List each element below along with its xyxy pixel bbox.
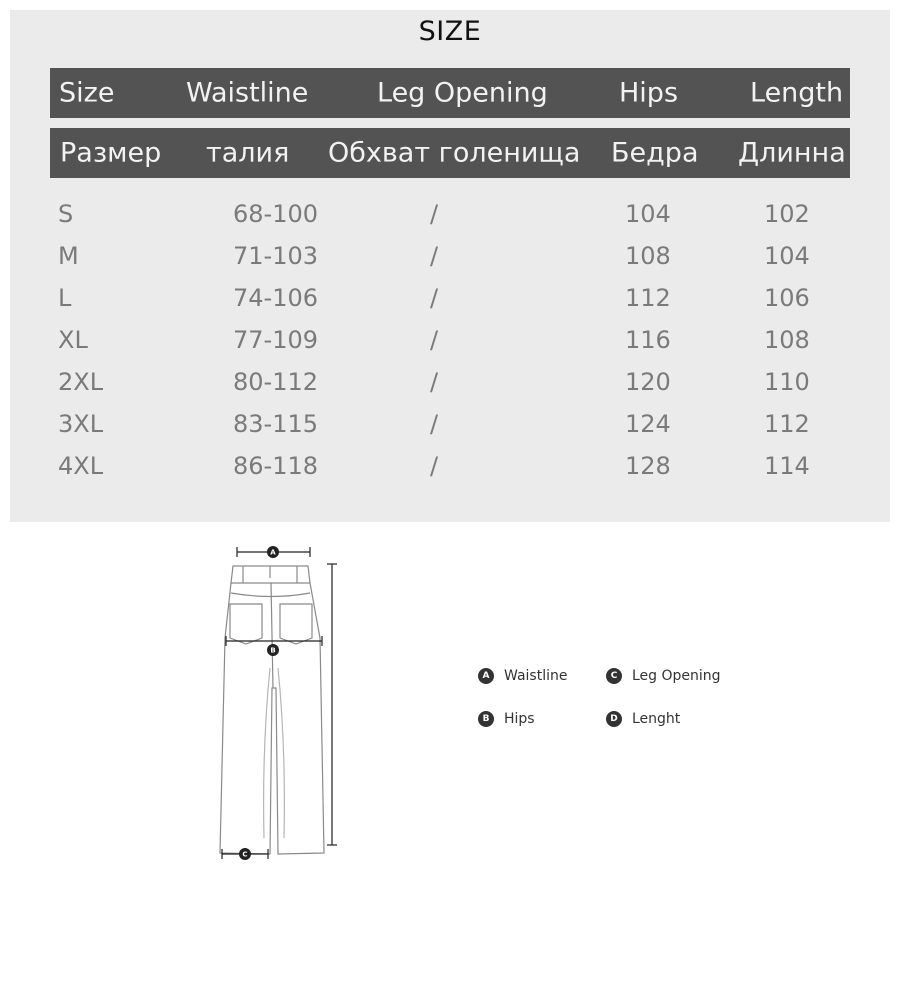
cell-size: S — [58, 200, 74, 228]
cell-leg-opening: / — [430, 200, 439, 228]
header-length: Length — [750, 77, 844, 109]
legend-item-length — [606, 711, 680, 727]
table-row — [0, 446, 900, 488]
table-row — [0, 236, 900, 278]
cell-hips: 108 — [625, 242, 671, 270]
header-waist-ru: талия — [206, 137, 290, 169]
legend-label: Lenght — [632, 711, 681, 727]
legend-label: Leg Opening — [632, 668, 721, 684]
legend-item-hips — [478, 711, 535, 727]
cell-waist: 74-106 — [233, 284, 319, 312]
cell-length: 104 — [764, 242, 810, 270]
legend-badge-a-icon: A — [478, 668, 494, 684]
header-leg-opening: Leg Opening — [377, 77, 548, 109]
size-table-body — [0, 194, 900, 488]
cell-hips: 104 — [625, 200, 671, 228]
cell-size: 2XL — [58, 368, 104, 396]
cell-leg-opening: / — [430, 242, 439, 270]
cell-leg-opening: / — [430, 284, 439, 312]
header-leg-ru: Обхват голенища — [328, 137, 581, 169]
header-hips: Hips — [619, 77, 679, 109]
cell-waist: 71-103 — [233, 242, 319, 270]
cell-waist: 83-115 — [233, 410, 319, 438]
legend-label: Waistline — [504, 668, 568, 684]
back-pocket-left — [230, 604, 262, 644]
cell-size: 4XL — [58, 452, 104, 480]
cell-size: XL — [58, 326, 88, 354]
legend-label: Hips — [504, 711, 535, 727]
cell-waist: 68-100 — [233, 200, 319, 228]
header-length-ru: Длинна — [738, 137, 846, 169]
cell-waist: 80-112 — [233, 368, 319, 396]
cell-length: 110 — [764, 368, 810, 396]
header-size-ru: Размер — [60, 137, 162, 169]
header-row-english — [50, 68, 850, 118]
marker-c-letter: C — [242, 850, 248, 859]
cell-waist: 77-109 — [233, 326, 319, 354]
cell-leg-opening: / — [430, 368, 439, 396]
cell-hips: 124 — [625, 410, 671, 438]
header-size: Size — [59, 77, 115, 109]
cell-size: 3XL — [58, 410, 104, 438]
header-row-russian — [50, 128, 850, 178]
marker-b-letter: B — [270, 646, 276, 655]
cell-size: M — [58, 242, 79, 270]
marker-a-letter: A — [270, 548, 276, 557]
table-row — [0, 278, 900, 320]
header-hips-ru: Бедра — [611, 137, 699, 169]
legend-badge-c-icon: C — [606, 668, 622, 684]
legend-item-waistline — [478, 668, 567, 684]
pants-diagram — [200, 538, 350, 868]
cell-waist: 86-118 — [233, 452, 319, 480]
cell-hips: 128 — [625, 452, 671, 480]
cell-leg-opening: / — [430, 326, 439, 354]
measurement-legend — [478, 663, 778, 743]
back-pocket-right — [280, 604, 312, 644]
cell-leg-opening: / — [430, 452, 439, 480]
cell-hips: 120 — [625, 368, 671, 396]
table-row — [0, 320, 900, 362]
table-row — [0, 194, 900, 236]
cell-length: 114 — [764, 452, 810, 480]
legend-item-leg-opening — [606, 668, 721, 684]
cell-size: L — [58, 284, 72, 312]
table-row — [0, 404, 900, 446]
cell-hips: 116 — [625, 326, 671, 354]
chart-title: SIZE — [418, 16, 482, 47]
cell-leg-opening: / — [430, 410, 439, 438]
header-waistline: Waistline — [186, 77, 309, 109]
cell-hips: 112 — [625, 284, 671, 312]
table-row — [0, 362, 900, 404]
cell-length: 106 — [764, 284, 810, 312]
cell-length: 112 — [764, 410, 810, 438]
cell-length: 102 — [764, 200, 810, 228]
cell-length: 108 — [764, 326, 810, 354]
legend-badge-d-icon: D — [606, 711, 622, 727]
legend-badge-b-icon: B — [478, 711, 494, 727]
